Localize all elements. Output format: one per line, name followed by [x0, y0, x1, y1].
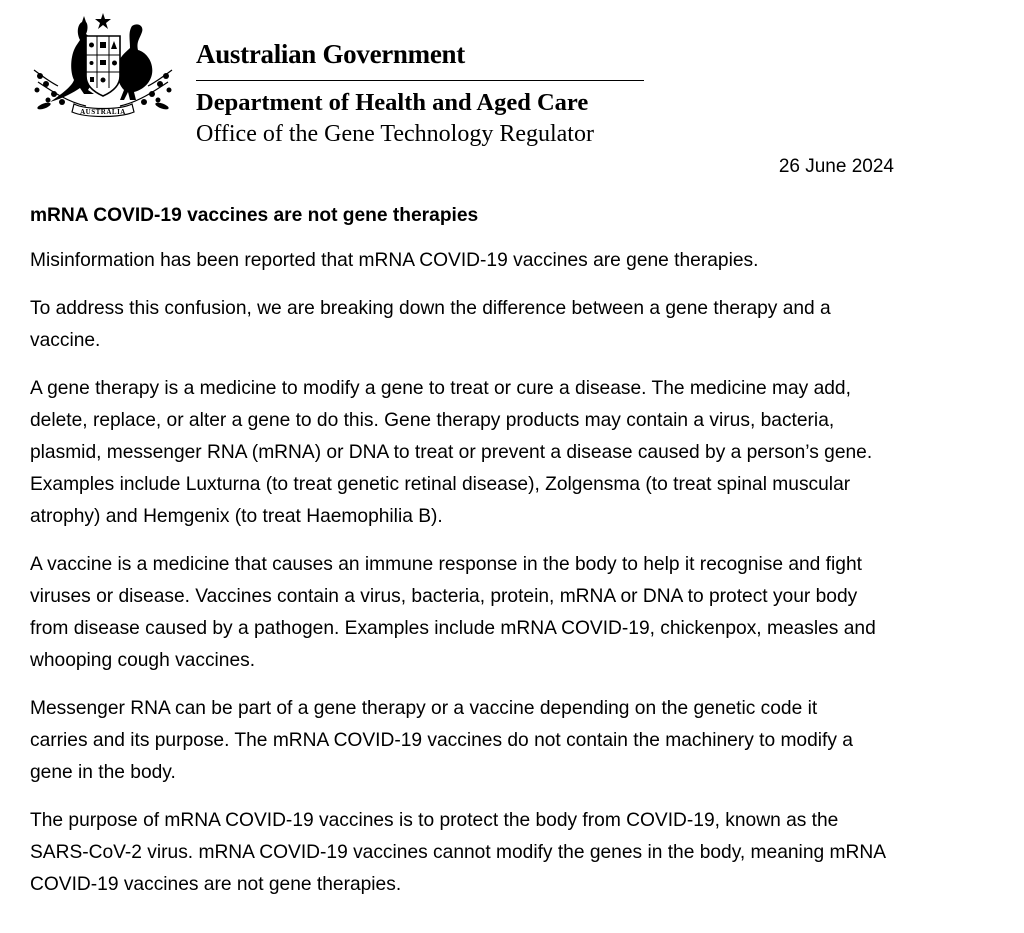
government-name: Australian Government [196, 39, 465, 69]
document-title: mRNA COVID-19 vaccines are not gene therapies [30, 205, 479, 226]
paragraph-line: Misinformation has been reported that mRNA COVID-19 vaccines are gene therapies. [30, 250, 759, 271]
commonwealth-coat-of-arms-icon [28, 10, 178, 128]
paragraph-line: To address this confusion, we are breaking down the difference between a gene therapy and a [30, 298, 831, 319]
paragraph-vaccine [30, 549, 1006, 677]
paragraph-purpose [30, 805, 1006, 901]
paragraph-line: delete, replace, or alter a gene to do this. Gene therapy products may contain a virus, bacteria, [30, 410, 835, 431]
paragraph-line: The purpose of mRNA COVID-19 vaccines is to protect the body from COVID-19, known as the [30, 810, 839, 831]
paragraph-line: carries and its purpose. The mRNA COVID-19 vaccines do not contain the machinery to modify a [30, 730, 853, 751]
paragraph-gene-therapy [30, 373, 1006, 533]
paragraph-line: atrophy) and Hemgenix (to treat Haemophilia B). [30, 506, 443, 527]
paragraph-line: COVID-19 vaccines are not gene therapies. [30, 874, 402, 895]
paragraph-line: from disease caused by a pathogen. Examples include mRNA COVID-19, chickenpox, measles and [30, 618, 876, 639]
department-name: Department of Health and Aged Care [196, 89, 589, 116]
letterhead [28, 8, 648, 147]
paragraph-line: viruses or disease. Vaccines contain a virus, bacteria, protein, mRNA or DNA to protect your body [30, 586, 858, 607]
paragraph-line: vaccine. [30, 330, 101, 351]
document-body [30, 203, 1006, 917]
paragraph-misinformation [30, 245, 1006, 277]
paragraph-line: Messenger RNA can be part of a gene therapy or a vaccine depending on the genetic code it [30, 698, 818, 719]
agency-block [196, 38, 646, 149]
paragraph-line: A vaccine is a medicine that causes an immune response in the body to help it recognise and fight [30, 554, 862, 575]
document-date: 26 June 2024 [778, 156, 894, 177]
paragraph-line: whooping cough vaccines. [30, 650, 256, 671]
paragraph-line: plasmid, messenger RNA (mRNA) or DNA to treat or prevent a disease caused by a person’s gene. [30, 442, 873, 463]
letterhead-divider [196, 80, 644, 81]
paragraph-line: Examples include Luxturna (to treat genetic retinal disease), Zolgensma (to treat spinal muscular [30, 474, 851, 495]
crest-ribbon-text: AUSTRALIA [80, 108, 126, 116]
paragraph-confusion [30, 293, 1006, 357]
paragraph-line: A gene therapy is a medicine to modify a gene to treat or cure a disease. The medicine may add, [30, 378, 851, 399]
paragraph-line: gene in the body. [30, 762, 176, 783]
paragraph-messenger-rna [30, 693, 1006, 789]
paragraph-line: SARS-CoV-2 virus. mRNA COVID-19 vaccines cannot modify the genes in the body, meaning mRNA [30, 842, 886, 863]
office-name: Office of the Gene Technology Regulator [196, 121, 594, 147]
